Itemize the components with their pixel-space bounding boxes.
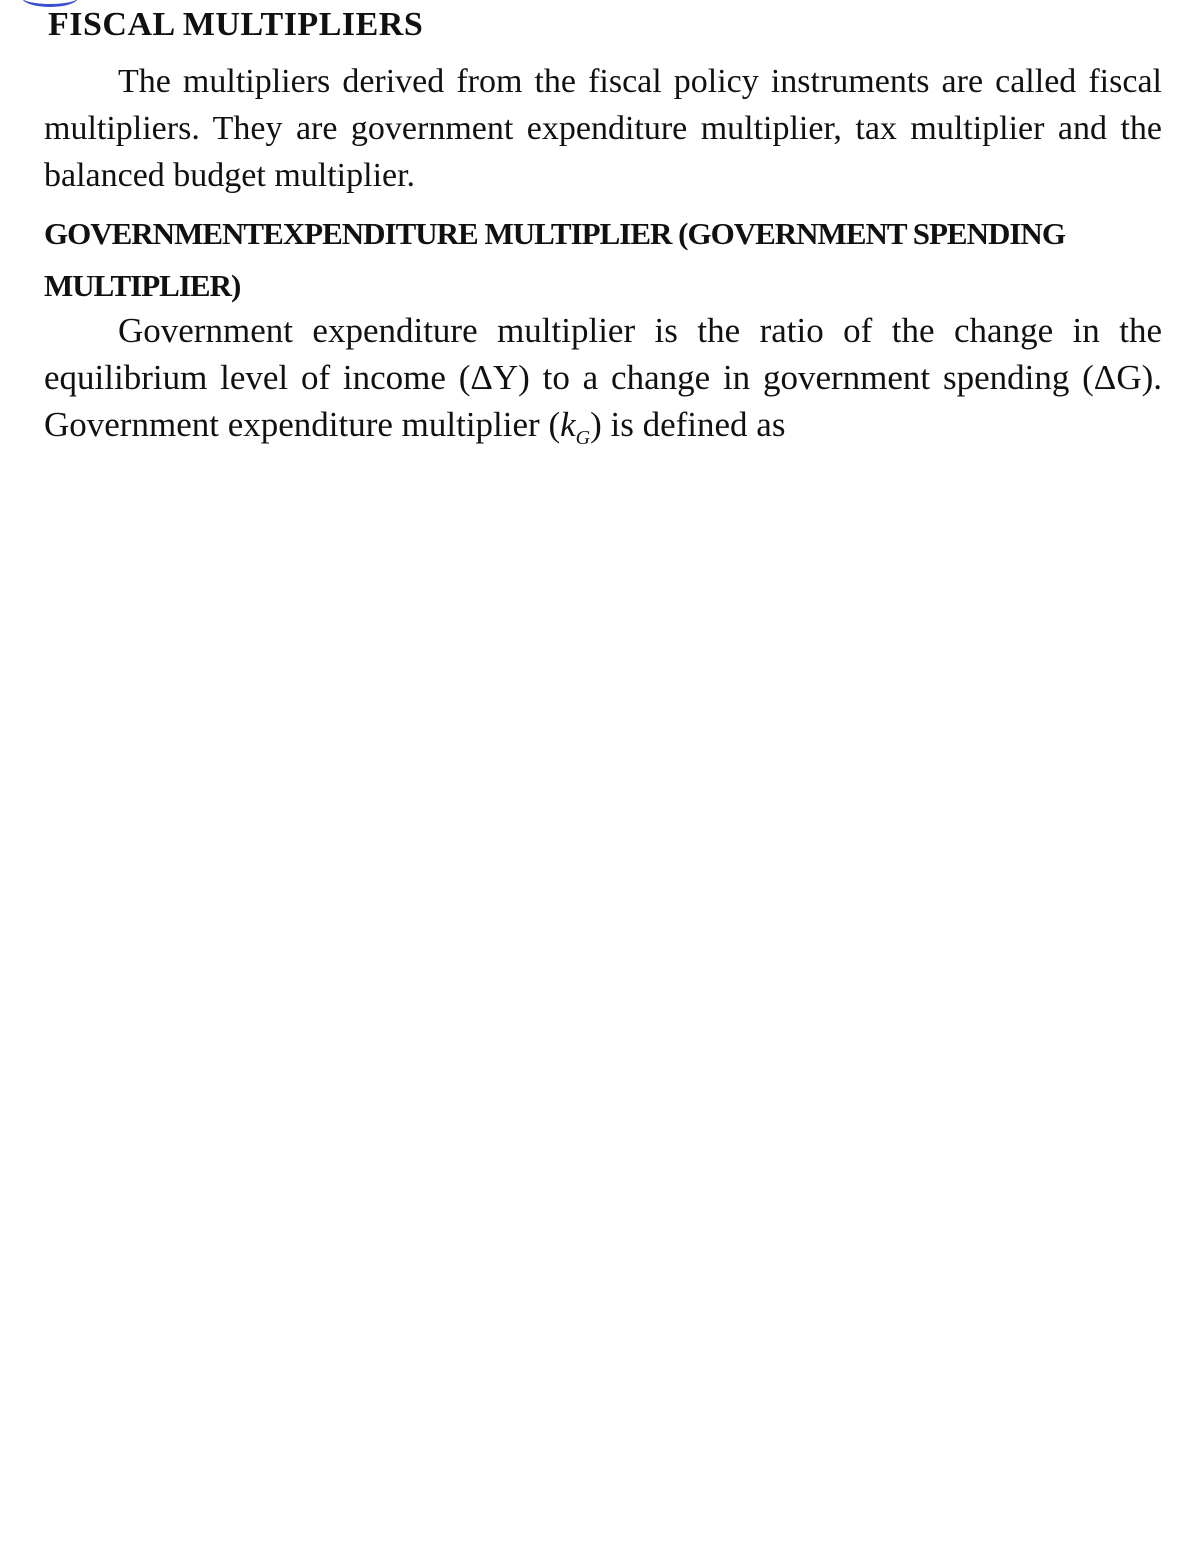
- definition-paragraph-text: Government expenditure multiplier is the ratio of the change in the equilibrium level of income (ΔY) to a change in government spending (ΔG). Government expenditure multiplier (: [44, 311, 1162, 444]
- multiplier-subscript: G: [575, 427, 591, 449]
- section-heading: FISCAL MULTIPLIERS: [48, 6, 424, 43]
- definition-paragraph: [44, 307, 1162, 462]
- subsection-heading: GOVERNMENTEXPENDITURE MULTIPLIER (GOVERNMENT SPENDING MULTIPLIER): [44, 216, 1065, 303]
- definition-paragraph-tail: ) is defined as: [590, 405, 786, 444]
- intro-paragraph: [44, 58, 1162, 199]
- intro-paragraph-text: The multipliers derived from the fiscal policy instruments are called fiscal multipliers. They are government expenditure multiplier, tax multiplier and the balanced budget multiplier.: [44, 63, 1162, 194]
- multiplier-symbol: k: [560, 405, 576, 444]
